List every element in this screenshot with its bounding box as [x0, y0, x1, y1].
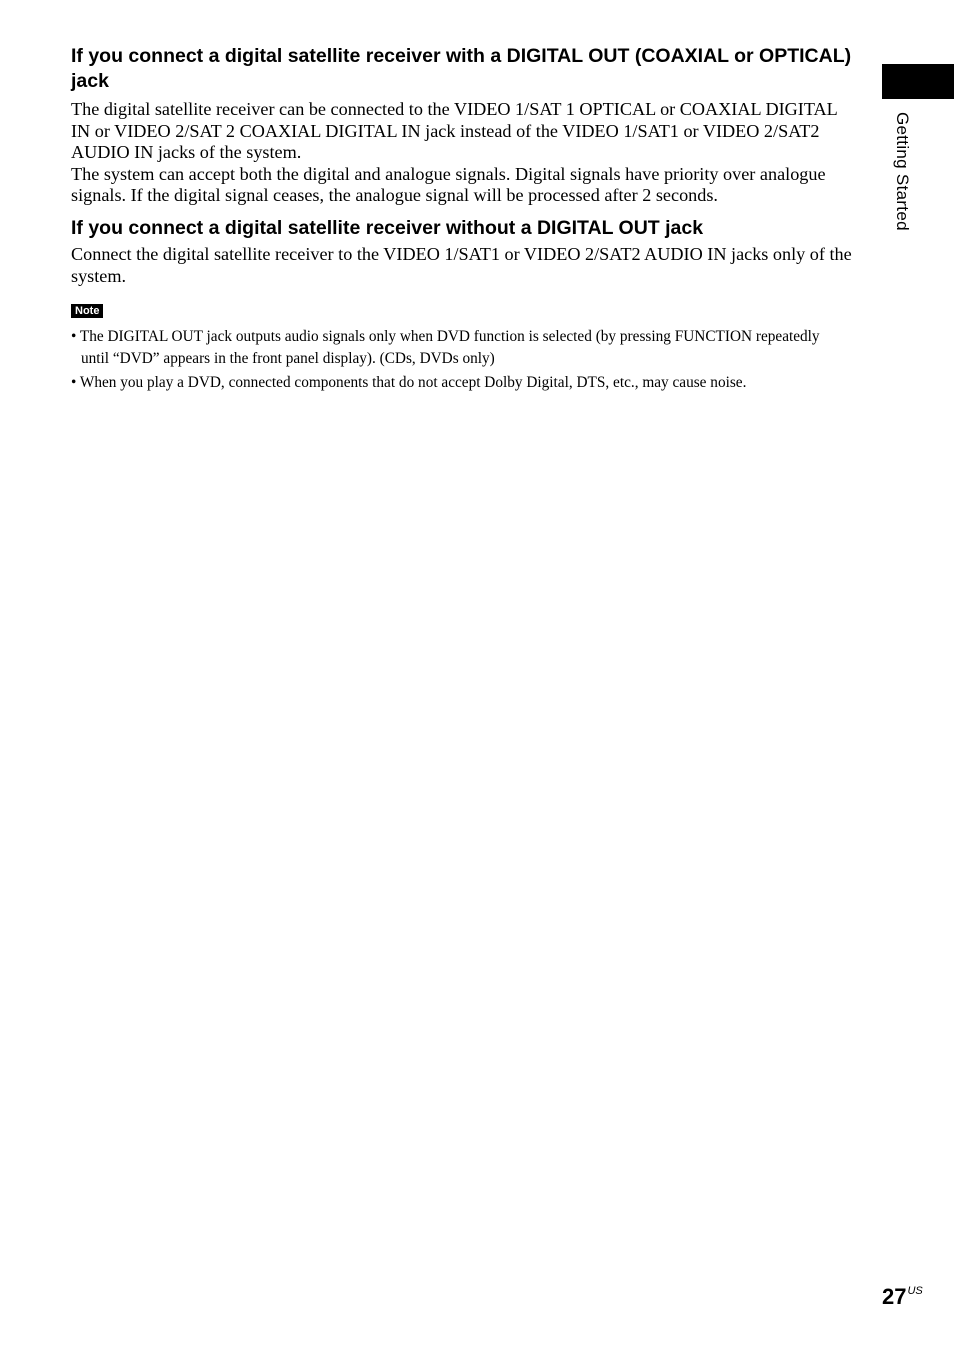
note-list	[71, 326, 841, 394]
paragraph-connection-options: The digital satellite receiver can be connected to the VIDEO 1/SAT 1 OPTICAL or COAXIAL DIGITAL IN or VIDEO 2/SAT 2 COAXIAL DIGITAL IN jack instead of the VIDEO 1/SAT1 or VIDEO 2/SAT2 AUDIO IN jacks of the system.	[71, 99, 838, 163]
main-content	[71, 44, 856, 396]
page-number-suffix: US	[907, 1285, 923, 1297]
section-side-label: Getting Started	[893, 112, 912, 231]
paragraph-signal-priority: The system can accept both the digital and analogue signals. Digital signals have priority over analogue signals. If the digital signal ceases, the analogue signal will be processed after 2 seconds.	[71, 163, 826, 206]
note-item: • When you play a DVD, connected components that do not accept Dolby Digital, DTS, etc., may cause noise.	[71, 374, 747, 392]
paragraph-analog-connection: Connect the digital satellite receiver to the VIDEO 1/SAT1 or VIDEO 2/SAT2 AUDIO IN jacks only of the system.	[71, 243, 852, 286]
note-label: Note	[71, 304, 103, 318]
section-heading-with-digital-out: If you connect a digital satellite receiver with a DIGITAL OUT (COAXIAL or OPTICAL) jack	[71, 45, 852, 92]
section-heading-without-digital-out: If you connect a digital satellite receiver without a DIGITAL OUT jack	[71, 216, 704, 239]
page-number-value: 27	[882, 1284, 907, 1309]
note-item: • The DIGITAL OUT jack outputs audio signals only when DVD function is selected (by pressing FUNCTION repeatedly until “DVD” appears in the front panel display). (CDs, DVDs only)	[71, 328, 820, 368]
section-tab-marker	[882, 64, 954, 99]
page-number	[882, 1284, 923, 1310]
